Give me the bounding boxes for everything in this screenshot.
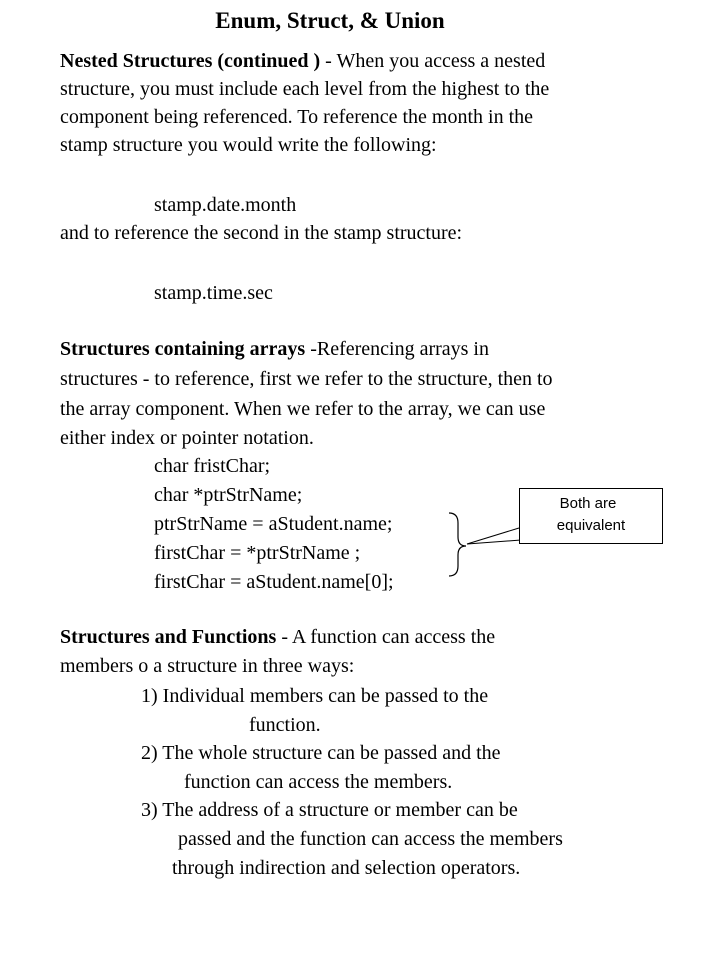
- functions-line-1: [60, 624, 495, 650]
- functions-heading: Structures and Functions: [60, 626, 277, 648]
- code-line: ptrStrName = aStudent.name;: [154, 513, 393, 535]
- code-stamp-date-month: stamp.date.month: [154, 194, 297, 216]
- equivalence-callout: [519, 488, 663, 544]
- nested-line-5: and to reference the second in the stamp structure:: [60, 222, 463, 244]
- nested-line-1-text: - When you access a nested: [320, 50, 546, 72]
- nested-line-2: structure, you must include each level from the highest to the: [60, 78, 550, 100]
- arrays-line-4: either index or pointer notation.: [60, 427, 314, 449]
- functions-item-1-cont: function.: [249, 714, 321, 736]
- functions-line-2: members o a structure in three ways:: [60, 655, 355, 677]
- functions-item-3-cont: through indirection and selection operators.: [172, 857, 521, 879]
- callout-line-2: equivalent: [556, 517, 626, 534]
- code-line: char *ptrStrName;: [154, 484, 303, 506]
- functions-item-3: 3) The address of a structure or member can be: [141, 799, 518, 821]
- nested-line-3: component being referenced. To reference the month in the: [60, 106, 534, 128]
- code-line: firstChar = *ptrStrName ;: [154, 542, 361, 564]
- arrays-line-1-text: -Referencing arrays in: [305, 338, 489, 360]
- arrays-heading: Structures containing arrays: [60, 338, 306, 360]
- arrays-line-2: structures - to reference, first we refer to the structure, then to: [60, 368, 553, 390]
- page-title: Enum, Struct, & Union: [215, 8, 445, 33]
- functions-item-2: 2) The whole structure can be passed and the: [141, 742, 501, 764]
- functions-item-2-cont: function can access the members.: [184, 771, 453, 793]
- nested-line-4: stamp structure you would write the following:: [60, 134, 437, 156]
- curly-brace: [449, 513, 466, 576]
- functions-item-1: 1) Individual members can be passed to the: [141, 685, 489, 707]
- callout-line-1: Both are: [559, 495, 617, 512]
- code-stamp-time-sec: stamp.time.sec: [154, 282, 273, 304]
- arrays-line-3: the array component. When we refer to the array, we can use: [60, 398, 546, 420]
- code-line: firstChar = aStudent.name[0];: [154, 571, 394, 593]
- nested-heading: Nested Structures (continued ): [60, 50, 321, 72]
- functions-item-3-cont: passed and the function can access the members: [178, 828, 563, 850]
- functions-line-1-text: - A function can access the: [276, 626, 496, 648]
- code-line: char fristChar;: [154, 455, 271, 477]
